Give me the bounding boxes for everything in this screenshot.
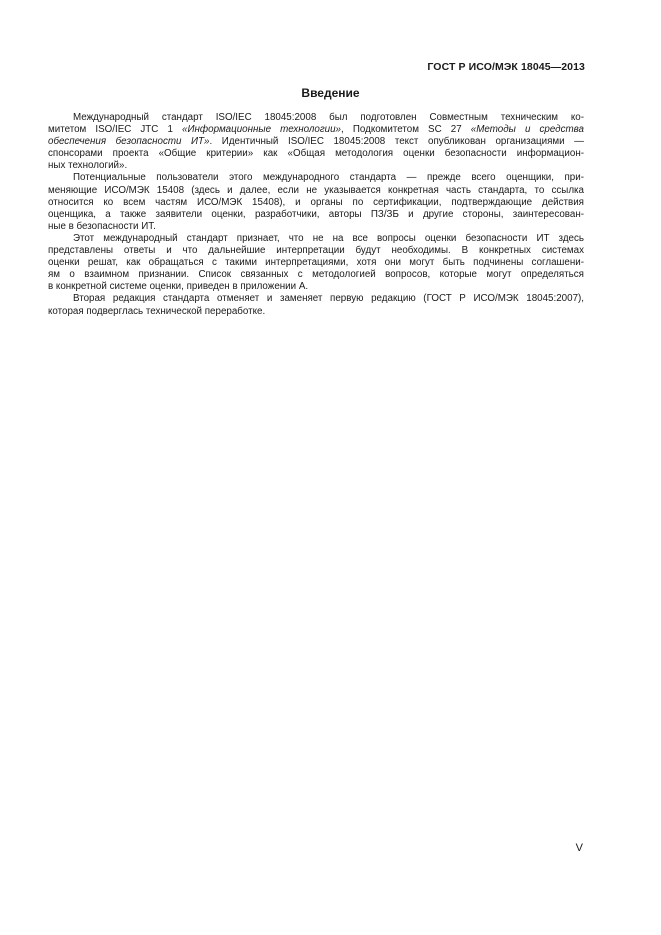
text-line: представлены ответы и что дальнейшие интерпретации будут необходимы. В конкретных системах — [48, 245, 584, 257]
text-line: Этот международный стандарт признает, что не на все вопросы оценки безопасности ИТ здесь — [73, 232, 584, 244]
text-line: Международный стандарт ISO/IEC 18045:2008 был подготовлен Совместным техническим ко- — [73, 112, 584, 123]
paragraph-3 — [48, 233, 584, 293]
text-line: обеспечения безопасности ИТ». Идентичный ISO/IEC 18045:2008 текст опубликован организациями — — [48, 136, 584, 148]
standard-code-header: ГОСТ Р ИСО/МЭК 18045—2013 — [427, 61, 585, 73]
text-line: меняющие ИСО/МЭК 15408 (здесь и далее, если не указывается конкретная часть стандарта, то ссылка — [48, 184, 584, 196]
paragraph-2 — [48, 172, 584, 232]
introduction-body — [48, 112, 584, 318]
text-line: ных технологий». — [48, 160, 128, 172]
paragraph-1 — [48, 112, 584, 172]
text-line: спонсорами проекта «Общие критерии» как «Общая методология оценки безопасности информацион- — [48, 148, 584, 160]
text-line: Потенциальные пользователи этого международного стандарта — прежде всего оценщики, при- — [73, 172, 584, 184]
text-line: которая подверглась технической переработке. — [48, 305, 266, 317]
text-line: относится ко всем частям ИСО/МЭК 15408), и органы по сертификации, подтверждающие действия — [48, 196, 584, 208]
text-line: Вторая редакция стандарта отменяет и заменяет первую редакцию (ГОСТ Р ИСО/МЭК 18045:2007), — [73, 293, 584, 305]
italic-title: «Информационные технологии» — [182, 124, 342, 136]
italic-title: обеспечения безопасности ИТ» — [48, 136, 210, 148]
text-line: митетом ISO/IEC JTC 1 «Информационные технологии», Подкомитетом SC 27 «Методы и средства — [48, 124, 584, 136]
italic-title: «Методы и средства — [470, 124, 584, 136]
paragraph-4 — [48, 293, 584, 317]
text-line: оценки решат, как обращаться с такими интерпретациями, хотя они могут быть подчинены соглашени- — [48, 257, 584, 269]
text-line: ям о взаимном признании. Список связанных с методологией вопросов, которые могут определяться — [48, 269, 584, 281]
text-line: ные в безопасности ИТ. — [48, 220, 156, 232]
page-number: V — [575, 842, 583, 854]
page-title: Введение — [301, 86, 360, 100]
text-line: в конкретной системе оценки, приведен в приложении А. — [48, 281, 309, 293]
text-line: оценщика, а также заявители оценки, разработчики, авторы ПЗ/ЗБ и другие стороны, заинтересован- — [48, 208, 584, 220]
